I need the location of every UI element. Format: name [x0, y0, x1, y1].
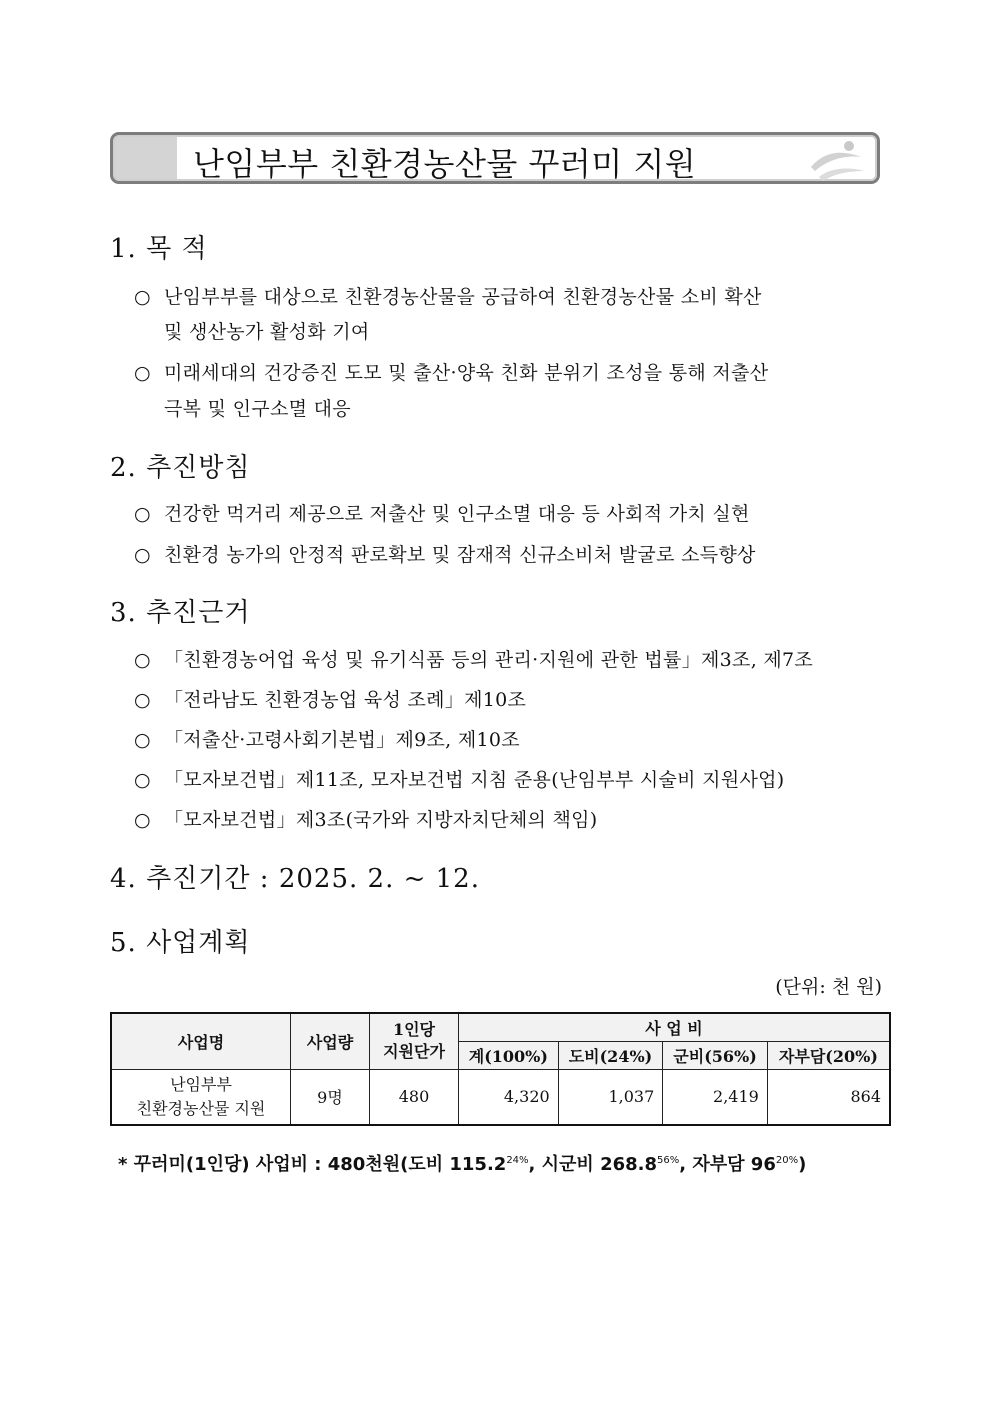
- unit-note: (단위: 천 원): [775, 976, 882, 998]
- footnote-mid2: , 자부담 96: [679, 1154, 776, 1175]
- cell-total: 4,320: [459, 1069, 559, 1125]
- bullet-text: 난임부부를 대상으로 친환경농산물을 공급하여 친환경농산물 소비 확산: [164, 286, 762, 308]
- header-province: 도비(24%): [558, 1041, 663, 1069]
- bullet-mark: ○: [134, 729, 151, 751]
- bullet-item: [134, 725, 520, 752]
- bullet-text: 「친환경농어업 육성 및 유기식품 등의 관리·지원에 관한 법률」제3조, 제7조: [164, 649, 814, 671]
- bullet-mark: ○: [134, 286, 151, 308]
- cell-quantity: 9명: [291, 1069, 370, 1125]
- cell-unit-price: 480: [370, 1069, 459, 1125]
- footnote-mid1: , 시군비 268.8: [528, 1154, 658, 1175]
- header-unit-price: [370, 1013, 459, 1069]
- bullet-mark: ○: [134, 809, 151, 831]
- section-heading-basis: 3. 추진근거: [110, 598, 251, 628]
- table-row: [111, 1069, 890, 1125]
- header-quantity: 사업량: [291, 1013, 370, 1069]
- bullet-mark: ○: [134, 503, 151, 525]
- page-title: 난임부부 친환경농산물 꾸러미 지원: [193, 145, 697, 183]
- cell-business-name-line2: 친환경농산물 지원: [136, 1098, 266, 1118]
- footnote-suffix: ): [798, 1154, 807, 1175]
- section-heading-policy: 2. 추진방침: [110, 453, 251, 483]
- cell-county: 2,419: [663, 1069, 768, 1125]
- header-business-name: 사업명: [111, 1013, 291, 1069]
- cell-province: 1,037: [558, 1069, 663, 1125]
- footnote-prefix: * 꾸러미(1인당) 사업비 : 480천원(도비 115.2: [118, 1154, 507, 1175]
- header-unit-price-line2: 지원단가: [383, 1042, 445, 1062]
- bullet-continuation: 극복 및 인구소멸 대응: [164, 398, 351, 420]
- footnote: [118, 1150, 806, 1176]
- business-plan-table: [110, 1012, 891, 1126]
- bullet-item: [134, 358, 768, 385]
- leaf-decoration-icon: [801, 137, 871, 181]
- bullet-text: 건강한 먹거리 제공으로 저출산 및 인구소멸 대응 등 사회적 가치 실현: [164, 503, 750, 525]
- bullet-mark: ○: [134, 362, 151, 384]
- bullet-item: [134, 765, 785, 792]
- bullet-mark: ○: [134, 689, 151, 711]
- bullet-text: 「모자보건법」제3조(국가와 지방자치단체의 책임): [164, 809, 598, 831]
- bullet-item: [134, 645, 813, 672]
- cell-self: 864: [767, 1069, 890, 1125]
- bullet-item: [134, 685, 526, 712]
- header-business-cost: 사 업 비: [459, 1013, 891, 1041]
- cell-business-name: [111, 1069, 291, 1125]
- bullet-mark: ○: [134, 769, 151, 791]
- footnote-sup-county: 56%: [657, 1155, 680, 1166]
- bullet-text: 미래세대의 건강증진 도모 및 출산·양육 친화 분위기 조성을 통해 저출산: [164, 362, 769, 384]
- bullet-item: [134, 282, 762, 309]
- header-total: 계(100%): [459, 1041, 559, 1069]
- bullet-text: 친환경 농가의 안정적 판로확보 및 잠재적 신규소비처 발굴로 소득향상: [164, 544, 756, 566]
- header-county: 군비(56%): [663, 1041, 768, 1069]
- bullet-mark: ○: [134, 544, 151, 566]
- bullet-item: [134, 805, 598, 832]
- bullet-text: 「전라남도 친환경농업 육성 조례」제10조: [164, 689, 527, 711]
- bullet-item: [134, 499, 750, 526]
- bullet-item: [134, 540, 756, 567]
- title-box: [110, 132, 880, 184]
- bullet-continuation: 및 생산농가 활성화 기여: [164, 321, 370, 343]
- bullet-text: 「모자보건법」제11조, 모자보건법 지침 준용(난임부부 시술비 지원사업): [164, 769, 785, 791]
- bullet-mark: ○: [134, 649, 151, 671]
- header-self: 자부담(20%): [767, 1041, 890, 1069]
- section-heading-purpose: 1. 목 적: [110, 234, 208, 264]
- section-heading-period: 4. 추진기간 : 2025. 2. ~ 12.: [110, 864, 480, 894]
- bullet-text: 「저출산·고령사회기본법」제9조, 제10조: [164, 729, 520, 751]
- header-unit-price-line1: 1인당: [392, 1020, 436, 1040]
- cell-business-name-line1: 난임부부: [170, 1074, 232, 1094]
- section-heading-plan: 5. 사업계획: [110, 928, 251, 958]
- footnote-sup-province: 24%: [506, 1155, 529, 1166]
- footnote-sup-self: 20%: [775, 1155, 799, 1166]
